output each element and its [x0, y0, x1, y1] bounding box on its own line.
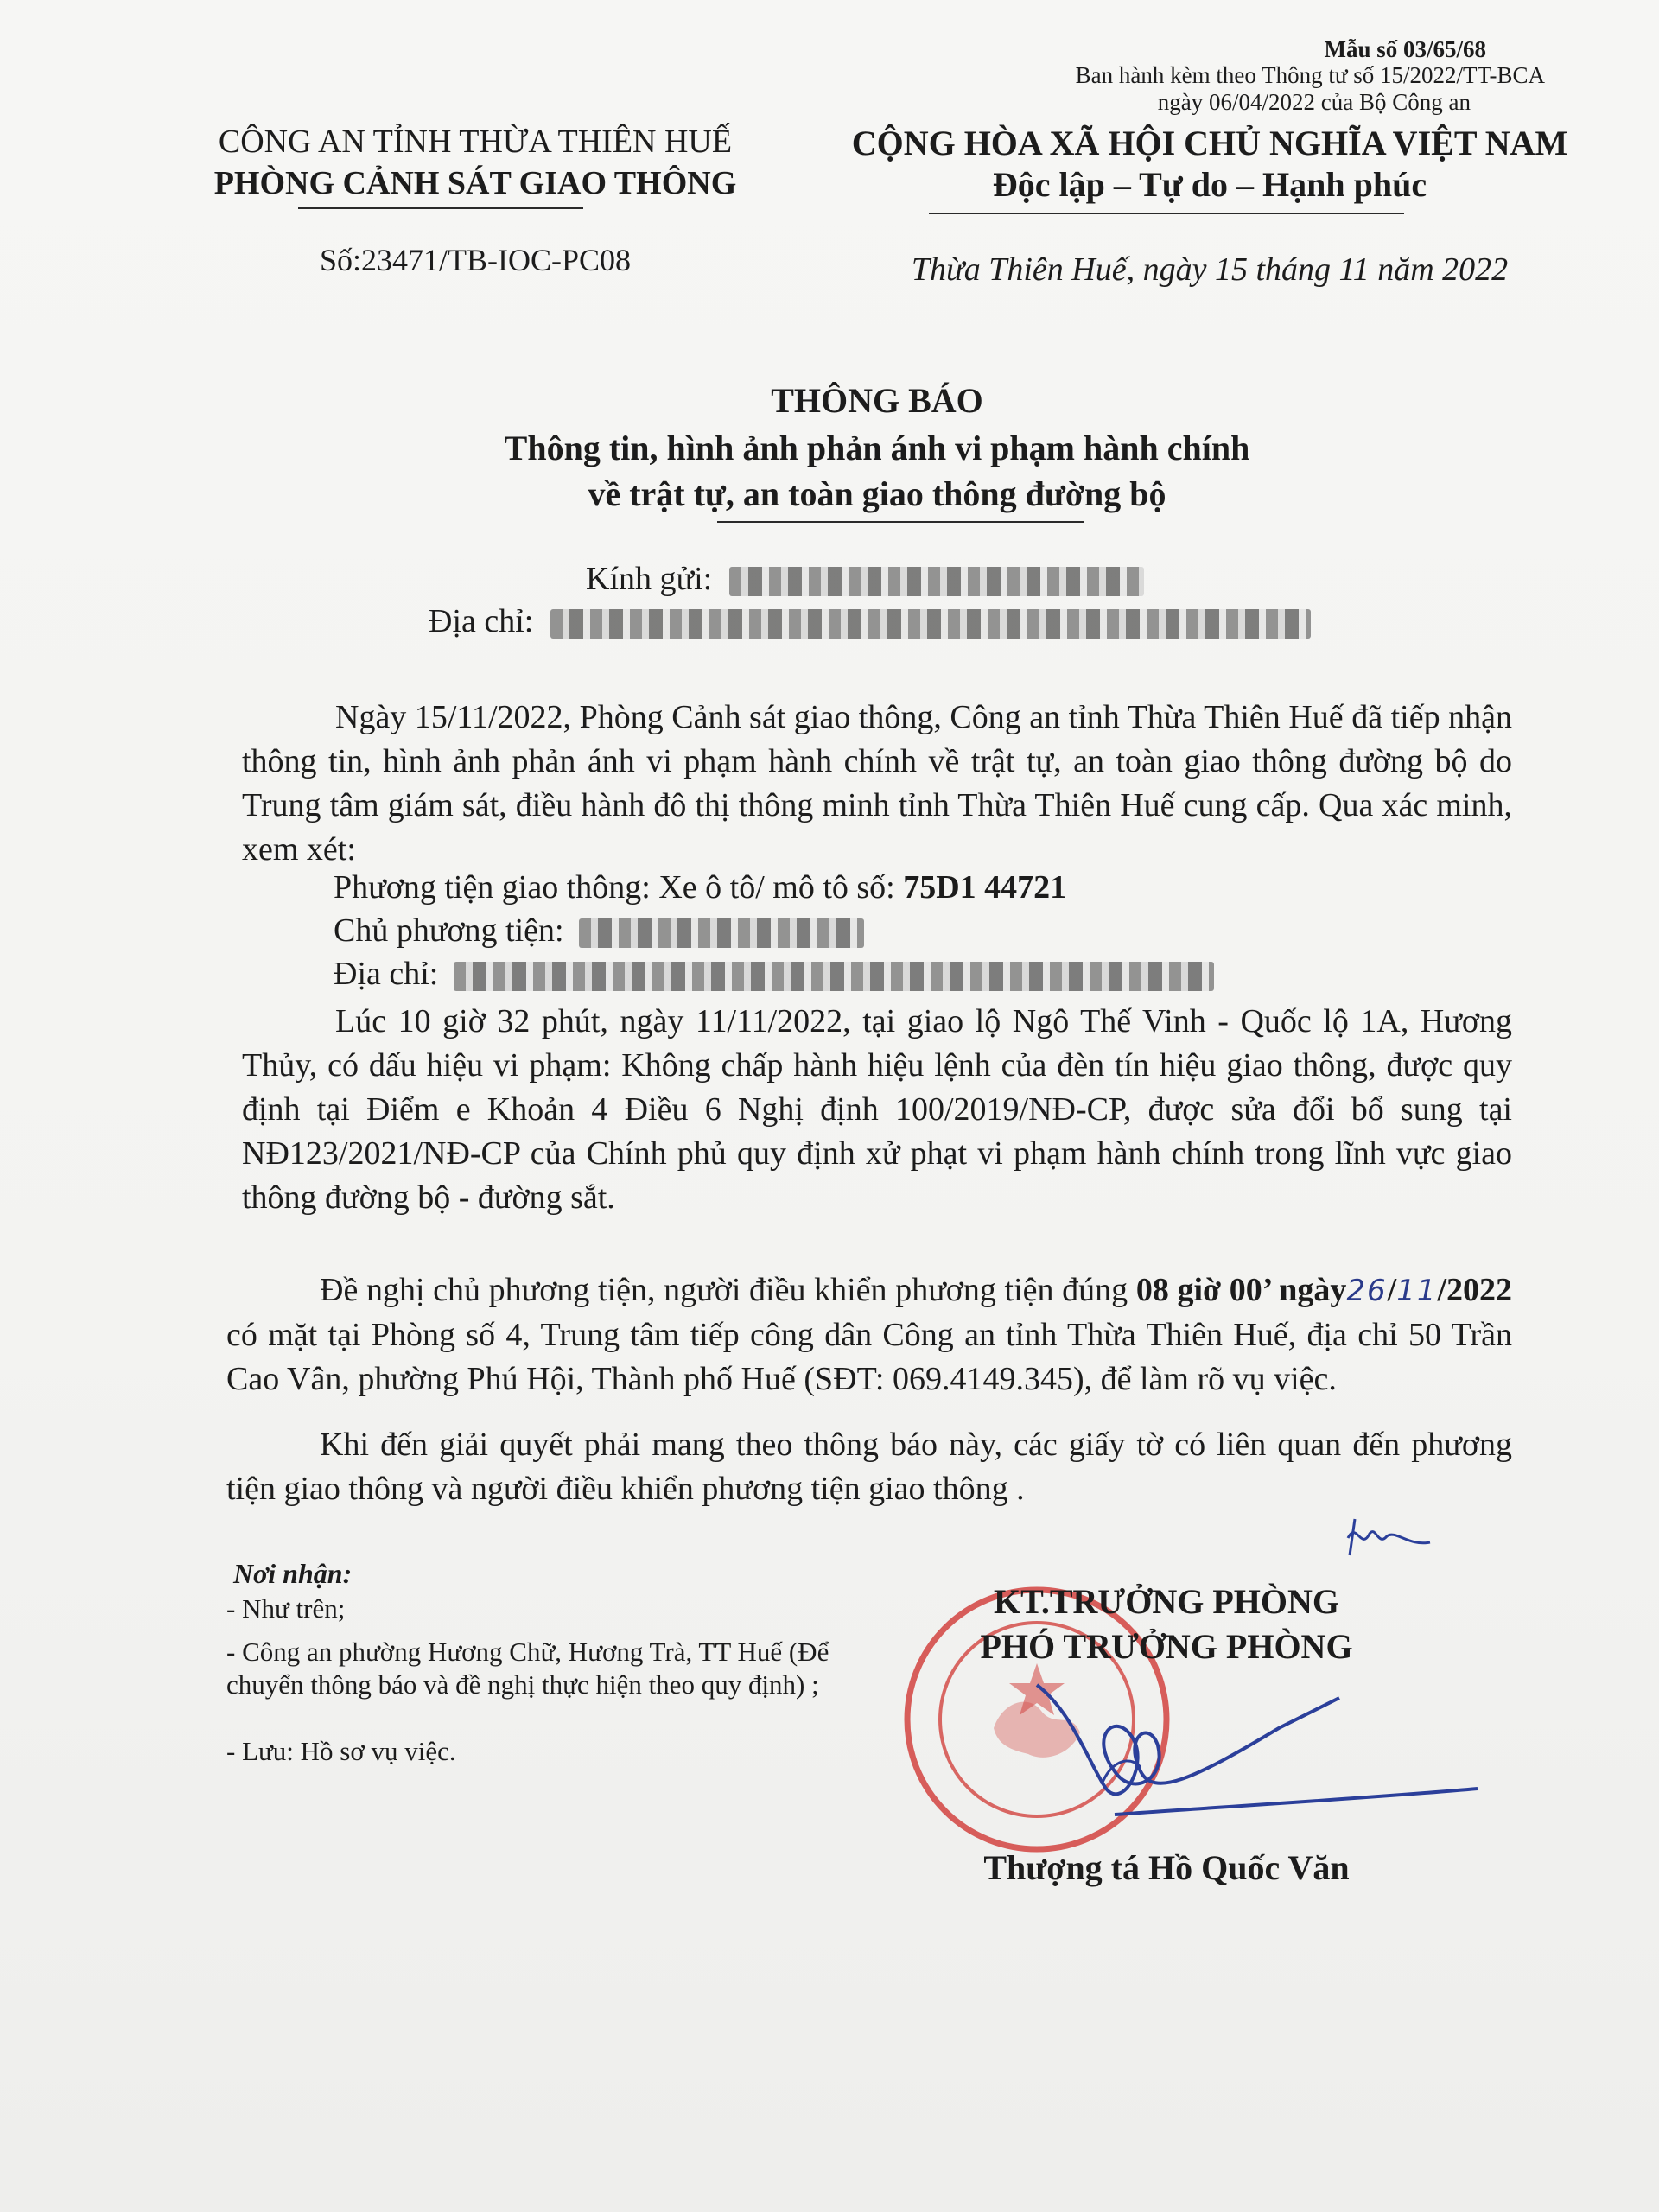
handwritten-signature	[1020, 1659, 1503, 1858]
place-and-date: Thừa Thiên Huế, ngày 15 tháng 11 năm 2022	[911, 251, 1509, 288]
recipient-item: - Công an phường Hương Chữ, Hương Trà, TT Huế (Để chuyển thông báo và đề nghị thực hiện theo quy định) ;	[226, 1637, 830, 1700]
form-number: Mẫu số 03/65/68	[1324, 36, 1486, 62]
redacted-owner-address	[454, 962, 1214, 991]
summons-text-b: có mặt tại Phòng số 4, Trung tâm tiếp công dân Công an tỉnh Thừa Thiên Huế, địa chỉ 50 Trần Cao Vân, phường Phú Hội, Thành phố Huế (SĐT: 069.4149.345), để làm rõ vụ việc.	[226, 1317, 1512, 1397]
license-plate: 75D1 44721	[903, 869, 1067, 906]
paragraph-summons	[226, 1268, 1512, 1402]
vehicle-label: Phương tiện giao thông: Xe ô tô/ mô tô số:	[334, 869, 895, 906]
handwritten-initials	[1331, 1503, 1434, 1564]
recipient-item: - Như trên;	[226, 1593, 346, 1624]
country-name: CỘNG HÒA XÃ HỘI CHỦ NGHĨA VIỆT NAM	[851, 124, 1568, 162]
vehicle-line	[334, 868, 1066, 906]
addressee-line	[586, 560, 1144, 598]
redacted-owner	[579, 918, 864, 948]
summons-year: /2022	[1437, 1272, 1512, 1308]
paragraph-requirements: Khi đến giải quyết phải mang theo thông báo này, các giấy tờ có liên quan đến phương tiện giao thông và người điều khiển phương tiện giao thông .	[226, 1427, 1512, 1507]
notice-title: THÔNG BÁO	[771, 381, 983, 420]
agency-name: CÔNG AN TỈNH THỪA THIÊN HUẾ	[218, 124, 733, 160]
owner-line	[334, 912, 864, 950]
date-separator: /	[1387, 1272, 1397, 1308]
form-reference-line2: ngày 06/04/2022 của Bộ Công an	[1157, 89, 1471, 115]
address-label: Địa chỉ:	[429, 603, 534, 639]
recipients-title: Nơi nhận:	[233, 1558, 353, 1589]
national-motto: Độc lập – Tự do – Hạnh phúc	[992, 165, 1427, 204]
summons-time: 08 giờ 00’ ngày	[1135, 1272, 1347, 1308]
subtitle-underline	[717, 521, 1084, 523]
recipient-item: - Lưu: Hồ sơ vụ việc.	[226, 1736, 456, 1766]
owner-label: Chủ phương tiện:	[334, 912, 564, 949]
owner-address-line	[334, 955, 1214, 993]
department-name: PHÒNG CẢNH SÁT GIAO THÔNG	[213, 165, 737, 201]
summons-text-a: Đề nghị chủ phương tiện, người điều khiển phương tiện đúng	[320, 1272, 1136, 1308]
redacted-name	[729, 567, 1144, 596]
addressee-label: Kính gửi:	[586, 561, 713, 597]
motto-underline	[929, 213, 1404, 214]
redacted-address	[550, 609, 1311, 639]
paragraph-intro: Ngày 15/11/2022, Phòng Cảnh sát giao thông, Công an tỉnh Thừa Thiên Huế đã tiếp nhận thông tin, hình ảnh phản ánh vi phạm hành chính về trật tự, an toàn giao thông đường bộ do Trung tâm giám sát, điều hành đô thị thông minh tỉnh Thừa Thiên Huế cung cấp. Qua xác minh, xem xét:	[242, 699, 1512, 868]
notice-subtitle-line2: về trật tự, an toàn giao thông đường bộ	[588, 474, 1166, 513]
owner-address-label: Địa chỉ:	[334, 956, 439, 992]
handwritten-month: 11	[1396, 1274, 1438, 1308]
signer-name: Thượng tá Hồ Quốc Văn	[983, 1848, 1350, 1887]
handwritten-day: 26	[1346, 1274, 1388, 1308]
form-reference-line1: Ban hành kèm theo Thông tư số 15/2022/TT-BCA	[1075, 62, 1545, 88]
notice-subtitle-line1: Thông tin, hình ảnh phản ánh vi phạm hành chính	[504, 429, 1250, 467]
paragraph-violation: Lúc 10 giờ 32 phút, ngày 11/11/2022, tại giao lộ Ngô Thế Vinh - Quốc lộ 1A, Hương Thủy, có dấu hiệu vi phạm: Không chấp hành hiệu lệnh của đèn tín hiệu giao thông, được quy định tại Điểm e Khoản 4 Điều 6 Nghị định 100/2019/NĐ-CP, được sửa đổi bổ sung tại NĐ123/2021/NĐ-CP của Chính phủ quy định xử phạt vi phạm hành chính trong lĩnh vực giao thông đường bộ - đường sắt.	[242, 1003, 1512, 1216]
document-number: Số:23471/TB-IOC-PC08	[319, 243, 632, 277]
address-line	[429, 602, 1311, 640]
department-underline	[298, 207, 583, 209]
signature-title-line1: KT.TRƯỞNG PHÒNG	[994, 1582, 1339, 1621]
signature-title-line2: PHÓ TRƯỞNG PHÒNG	[980, 1627, 1353, 1666]
